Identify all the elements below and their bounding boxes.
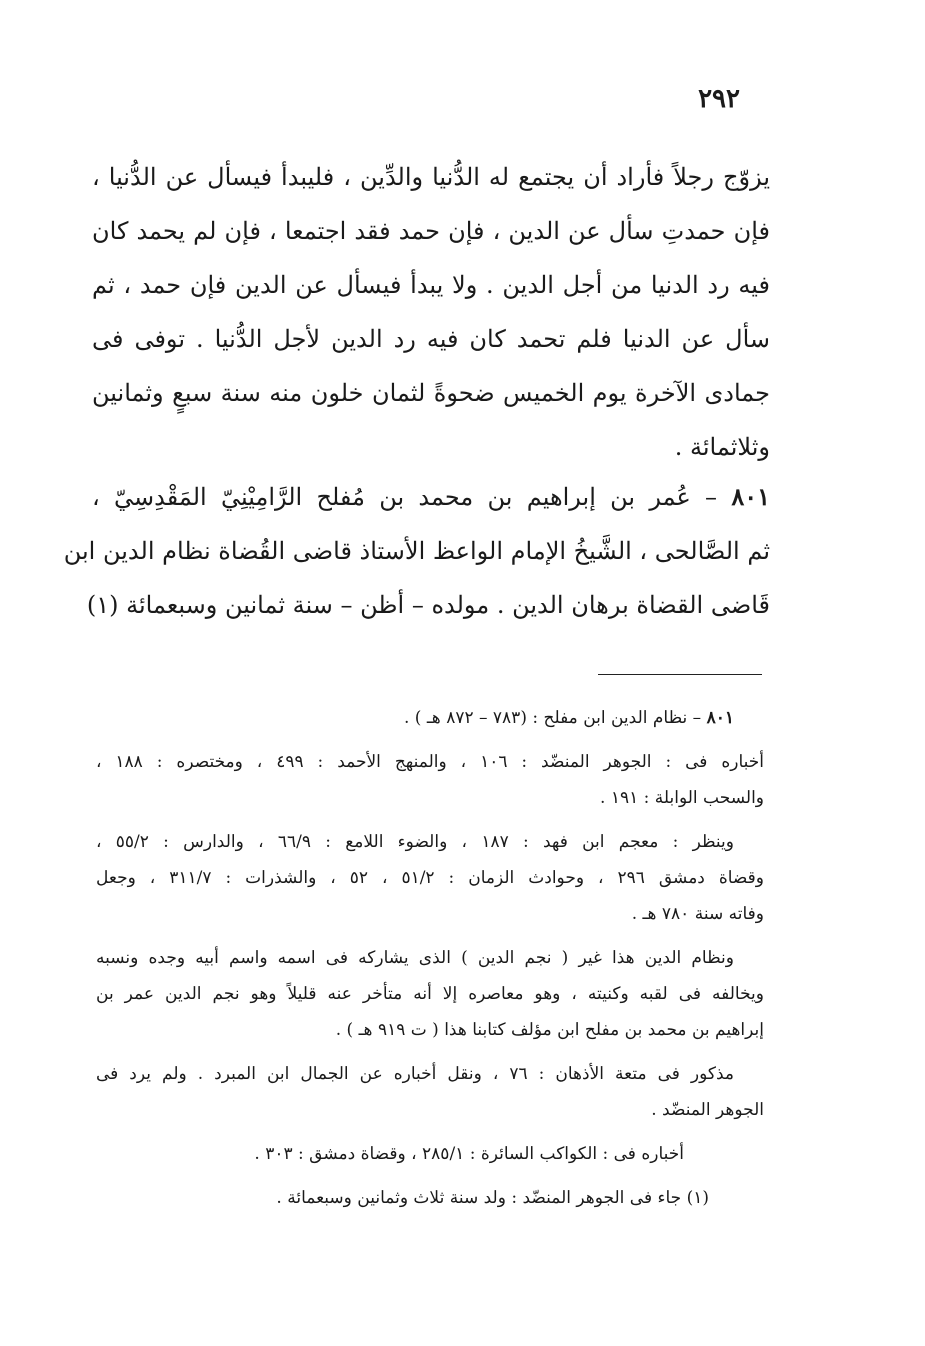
footnote-line: وفاته سنة ٧٨٠ هـ . — [631, 904, 764, 924]
footnote-line: أخباره فى : الجوهر المنضّد : ١٠٦ ، والمنهج الأحمد : ٤٩٩ ، ومختصره : ١٨٨ ، — [96, 752, 764, 772]
entry-text-line: ثم الصَّالحى ، الشَّيخُ الإمام الواعظ الأستاذ قاضى القُضاة نظام الدين ابن — [63, 537, 770, 565]
main-text-line: يزوّج رجلاً فأراد أن يجتمع له الدُّنيا والدِّين ، فليبدأ فيسأل عن الدُّنيا ، — [92, 163, 770, 191]
footnote-line: مذكور فى متعة الأذهان : ٧٦ ، ونقل أخباره عن الجمال ابن المبرد . ولم يرد فى — [96, 1064, 734, 1084]
footnote-line: ويخالفه فى لقبه وكنيته ، وهو معاصره إلا أنه متأخر عنه قليلاً وهو نجم الدين عمر بن — [96, 984, 764, 1004]
footnote-line: أخباره فى : الكواكب السائرة : ٢٨٥/١ ، وقضاة دمشق : ٣٠٣ . — [254, 1144, 684, 1164]
footnotes-section — [96, 700, 764, 1224]
main-text-line: سأل عن الدنيا فلم تحمد كان فيه رد الدين لأجل الدُّنيا . توفى فى — [92, 325, 770, 353]
footnote-paragraph — [96, 824, 764, 932]
footnote-paragraph — [96, 1136, 764, 1172]
footnote-line: وقضاة دمشق ٢٩٦ ، وحوادث الزمان : ٥١/٢ ، ٥٢ ، والشذرات : ٣١١/٧ ، وجعل — [96, 868, 765, 888]
main-text-block — [92, 150, 770, 474]
footnote-heading-line — [96, 700, 764, 736]
entry-heading-line — [92, 470, 770, 524]
main-text-line: فإن حمدتِ سأل عن الدين ، فإن حمد فقد اجتمعا ، فإن لم يحمد كان — [92, 217, 770, 245]
footnote-line: والسحب الوابلة : ١٩١ . — [600, 788, 764, 808]
footnote-line: الجوهر المنضّد . — [651, 1100, 764, 1120]
footnote-line: ونظام الدين هذا غير ( نجم الدين ) الذى يشاركه فى اسمه واسم أبيه وجده ونسبه — [96, 948, 734, 968]
entry-text-line: قَاضى القضاة برهان الدين . مولده – أظن – سنة ثمانين وسبعمائة (١) — [86, 591, 770, 619]
main-text-line: فيه رد الدنيا من أجل الدين . ولا يبدأ فيسأل عن الدين فإن حمد ، ثم — [92, 271, 770, 299]
page-number: ٢٩٢ — [698, 84, 740, 114]
footnote-entry-number: ٨٠١ — [706, 708, 734, 728]
main-text-line: جمادى الآخرة يوم الخميس ضحوةً لثمان خلون منه سنة سبعٍ وثمانين — [92, 379, 770, 407]
footnote-line: وينظر : معجم ابن فهد : ١٨٧ ، والضوء اللامع : ٦٦/٩ ، والدارس : ٥٥/٢ ، — [96, 832, 734, 852]
footnote-paragraph — [96, 744, 764, 816]
footnote-heading — [96, 700, 764, 736]
footnote-line: إبراهيم بن محمد بن مفلح ابن مؤلف كتابنا هذا ( ت ٩١٩ هـ ) . — [335, 1020, 764, 1040]
entry-number: ٨٠١ — [731, 482, 770, 511]
footnote-separator — [598, 674, 762, 675]
footnote-paragraph — [96, 1180, 764, 1216]
footnote-paragraph — [96, 940, 764, 1048]
footnote-line: (١) جاء فى الجوهر المنضّد : ولد سنة ثلاث وثمانين وسبعمائة . — [276, 1188, 709, 1208]
footnote-paragraph — [96, 1056, 764, 1128]
entry-heading-text: – عُمر بن إبراهيم بن محمد بن مُفلح الرَّامِيْنِيّ المَقْدِسِيّ ، — [92, 483, 732, 511]
biography-entry — [63, 470, 770, 632]
main-text-line: وثلاثمائة . — [674, 433, 770, 461]
footnote-heading-text: – نظام الدين ابن مفلح : (٧٨٣ – ٨٧٢ هـ ) . — [403, 708, 707, 728]
